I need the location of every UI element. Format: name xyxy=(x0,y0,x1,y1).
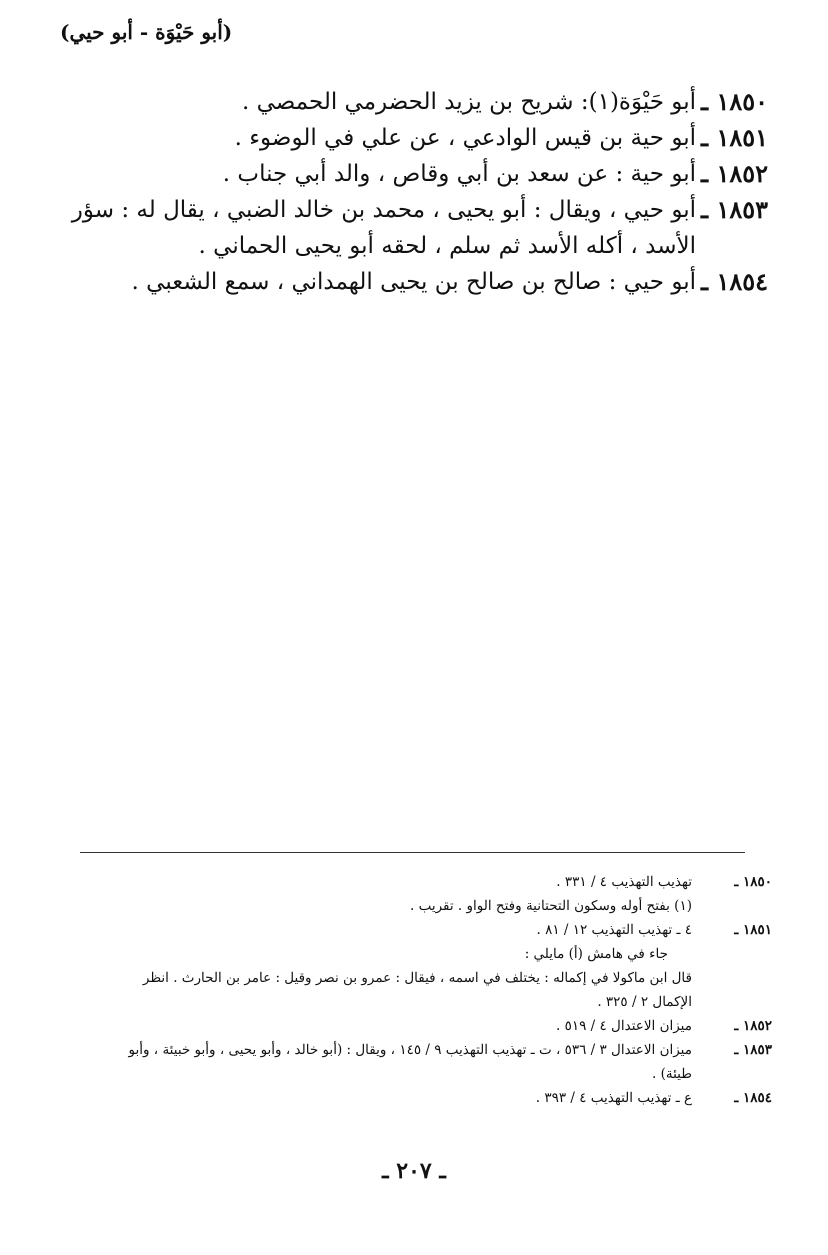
footnote-number: ١٨٥٠ ـ xyxy=(734,874,772,890)
footnote-text xyxy=(112,1038,692,1086)
footnote-1853 xyxy=(112,1038,772,1086)
entry-number: ١٨٥٤ ـ xyxy=(701,267,768,296)
footnote-number: ١٨٥١ ـ xyxy=(734,922,772,938)
entry-line: أبو حيي : صالح بن صالح بن يحيى الهمداني ، سمع الشعبي . xyxy=(131,269,696,295)
entries-list xyxy=(58,84,768,300)
footnote-text xyxy=(112,1014,692,1038)
footnote-text xyxy=(112,870,692,918)
entry-line: أبو حيي ، ويقال : أبو يحيى ، محمد بن خالد الضبي ، يقال له : سؤر xyxy=(71,197,696,223)
footnote-number: ١٨٥٢ ـ xyxy=(734,1018,772,1034)
entry-line: الأسد ، أكله الأسد ثم سلم ، لحقه أبو يحيى الحماني . xyxy=(198,233,696,259)
running-header: (أبو حَيْوَة - أبو حيي) xyxy=(60,20,233,44)
footnote-line: (١) بفتح أوله وسكون التحتانية وفتح الواو . تقريب . xyxy=(409,898,692,914)
footnote-line: ميزان الاعتدال ٤ / ٥١٩ . xyxy=(556,1018,692,1034)
entry-number: ١٨٥٢ ـ xyxy=(701,159,768,188)
footnote-text xyxy=(112,1086,692,1110)
entry-line: أبو حية بن قيس الوادعي ، عن علي في الوضوء . xyxy=(234,125,696,151)
entry-text xyxy=(58,192,696,264)
entry-1851 xyxy=(58,120,768,156)
page-number: ـ ٢٠٧ ـ xyxy=(382,1158,446,1184)
entry-text xyxy=(58,156,696,192)
footnote-number: ١٨٥٤ ـ xyxy=(734,1090,772,1106)
entry-1853 xyxy=(58,192,768,264)
footnote-1852 xyxy=(112,1014,772,1038)
entry-text xyxy=(58,264,696,300)
footnote-number: ١٨٥٣ ـ xyxy=(734,1042,772,1058)
footnote-line: تهذيب التهذيب ٤ / ٣٣١ . xyxy=(556,874,692,890)
entry-number: ١٨٥٣ ـ xyxy=(701,195,768,224)
footnote-line: جاء في هامش (أ) مايلي : xyxy=(524,946,668,962)
footnote-1850 xyxy=(112,870,772,918)
entry-1854 xyxy=(58,264,768,300)
footnote-line: ع ـ تهذيب التهذيب ٤ / ٣٩٣ . xyxy=(535,1090,692,1106)
footnote-text xyxy=(112,918,692,1014)
footnote-1854 xyxy=(112,1086,772,1110)
entry-number: ١٨٥١ ـ xyxy=(701,123,768,152)
entry-1850 xyxy=(58,84,768,120)
entry-line: أبو حَيْوَة(١): شريح بن يزيد الحضرمي الحمصي . xyxy=(241,89,696,115)
footnotes xyxy=(112,870,772,1110)
footnote-divider xyxy=(80,852,745,853)
footnote-line: الإكمال ٢ / ٣٢٥ . xyxy=(597,994,692,1010)
footnote-line: قال ابن ماكولا في إكماله : يختلف في اسمه ، فيقال : عمرو بن نصر وقيل : عامر بن الحارث . انظر xyxy=(142,970,692,986)
entry-text xyxy=(58,84,696,120)
footnote-1851 xyxy=(112,918,772,1014)
entry-line: أبو حية : عن سعد بن أبي وقاص ، والد أبي جناب . xyxy=(222,161,696,187)
footnote-line: طيئة) . xyxy=(652,1066,692,1082)
entry-1852 xyxy=(58,156,768,192)
entry-number: ١٨٥٠ ـ xyxy=(701,87,768,116)
footnote-line: ميزان الاعتدال ٣ / ٥٣٦ ، ت ـ تهذيب التهذيب ٩ / ١٤٥ ، ويقال : (أبو خالد ، وأبو يحيى ، وأبو خبيئة ، وأبو xyxy=(128,1042,692,1058)
footnote-line: ٤ ـ تهذيب التهذيب ١٢ / ٨١ . xyxy=(536,922,692,938)
entry-text xyxy=(58,120,696,156)
